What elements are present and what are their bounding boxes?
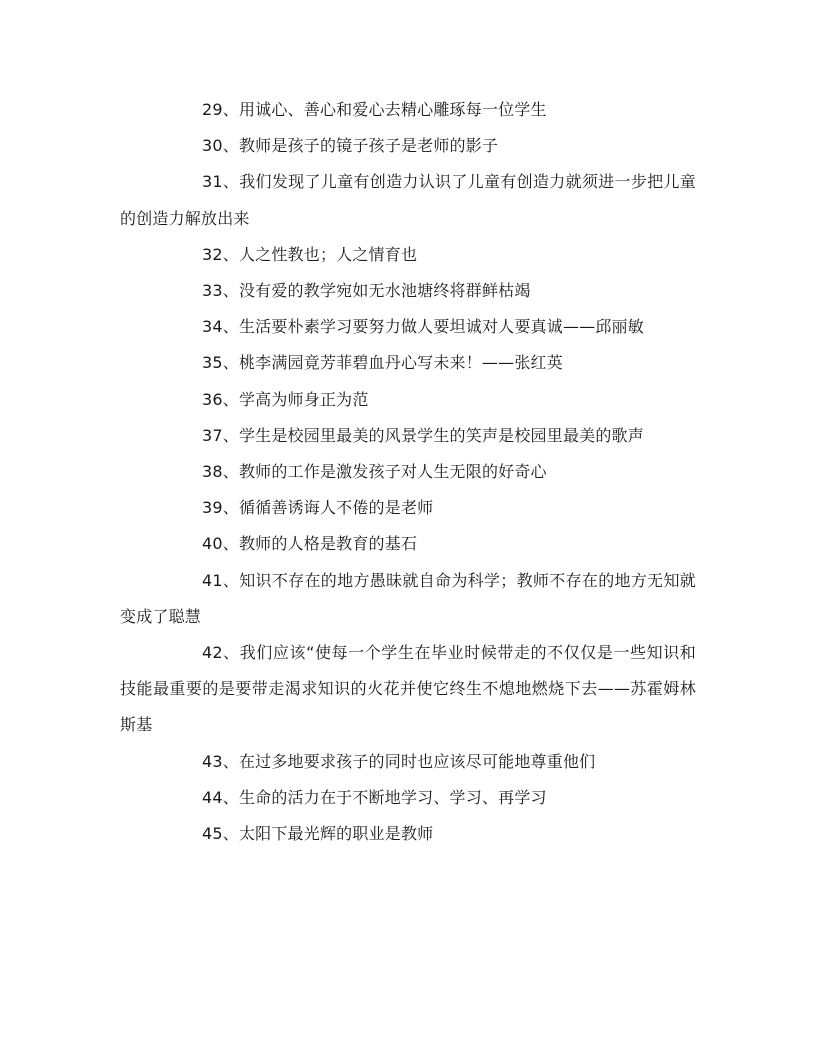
quote-paragraph: 43、在过多地要求孩子的同时也应该尽可能地尊重他们 [202,751,596,771]
quote-paragraph: 35、桃李满园竟芳菲碧血丹心写未来！——张红英 [202,353,563,373]
quote-paragraph: 44、生命的活力在于不断地学习、学习、再学习 [202,787,547,807]
quote-paragraph: 41、知识不存在的地方愚昧就自命为科学；教师不存在的地方无知就变成了聪慧 [120,570,696,626]
quote-paragraph: 36、学高为师身正为范 [202,389,369,409]
quote-paragraph: 33、没有爱的教学宛如无水池塘终将群鲜枯竭 [202,281,531,301]
quote-paragraph: 40、教师的人格是教育的基石 [202,534,418,554]
quote-paragraph: 45、太阳下最光辉的职业是教师 [202,824,434,844]
document-body [120,92,696,852]
quote-paragraph: 42、我们应该“使每一个学生在毕业时候带走的不仅仅是一些知识和技能最重要的是要带走渴求知识的火花并使它终生不熄地燃烧下去——苏霍姆林斯基 [120,643,696,735]
quote-paragraph: 37、学生是校园里最美的风景学生的笑声是校园里最美的歌声 [202,425,644,445]
quote-paragraph: 30、教师是孩子的镜子孩子是老师的影子 [202,136,499,156]
quote-paragraph: 38、教师的工作是激发孩子对人生无限的好奇心 [202,462,547,482]
quote-paragraph: 31、我们发现了儿童有创造力认识了儿童有创造力就须进一步把儿童的创造力解放出来 [120,172,696,228]
quote-paragraph: 39、循循善诱诲人不倦的是老师 [202,498,434,518]
quote-paragraph: 34、生活要朴素学习要努力做人要坦诚对人要真诚——邱丽敏 [202,317,644,337]
quote-paragraph: 29、用诚心、善心和爱心去精心雕琢每一位学生 [202,100,547,119]
quote-paragraph: 32、人之性教也；人之情育也 [202,244,418,264]
